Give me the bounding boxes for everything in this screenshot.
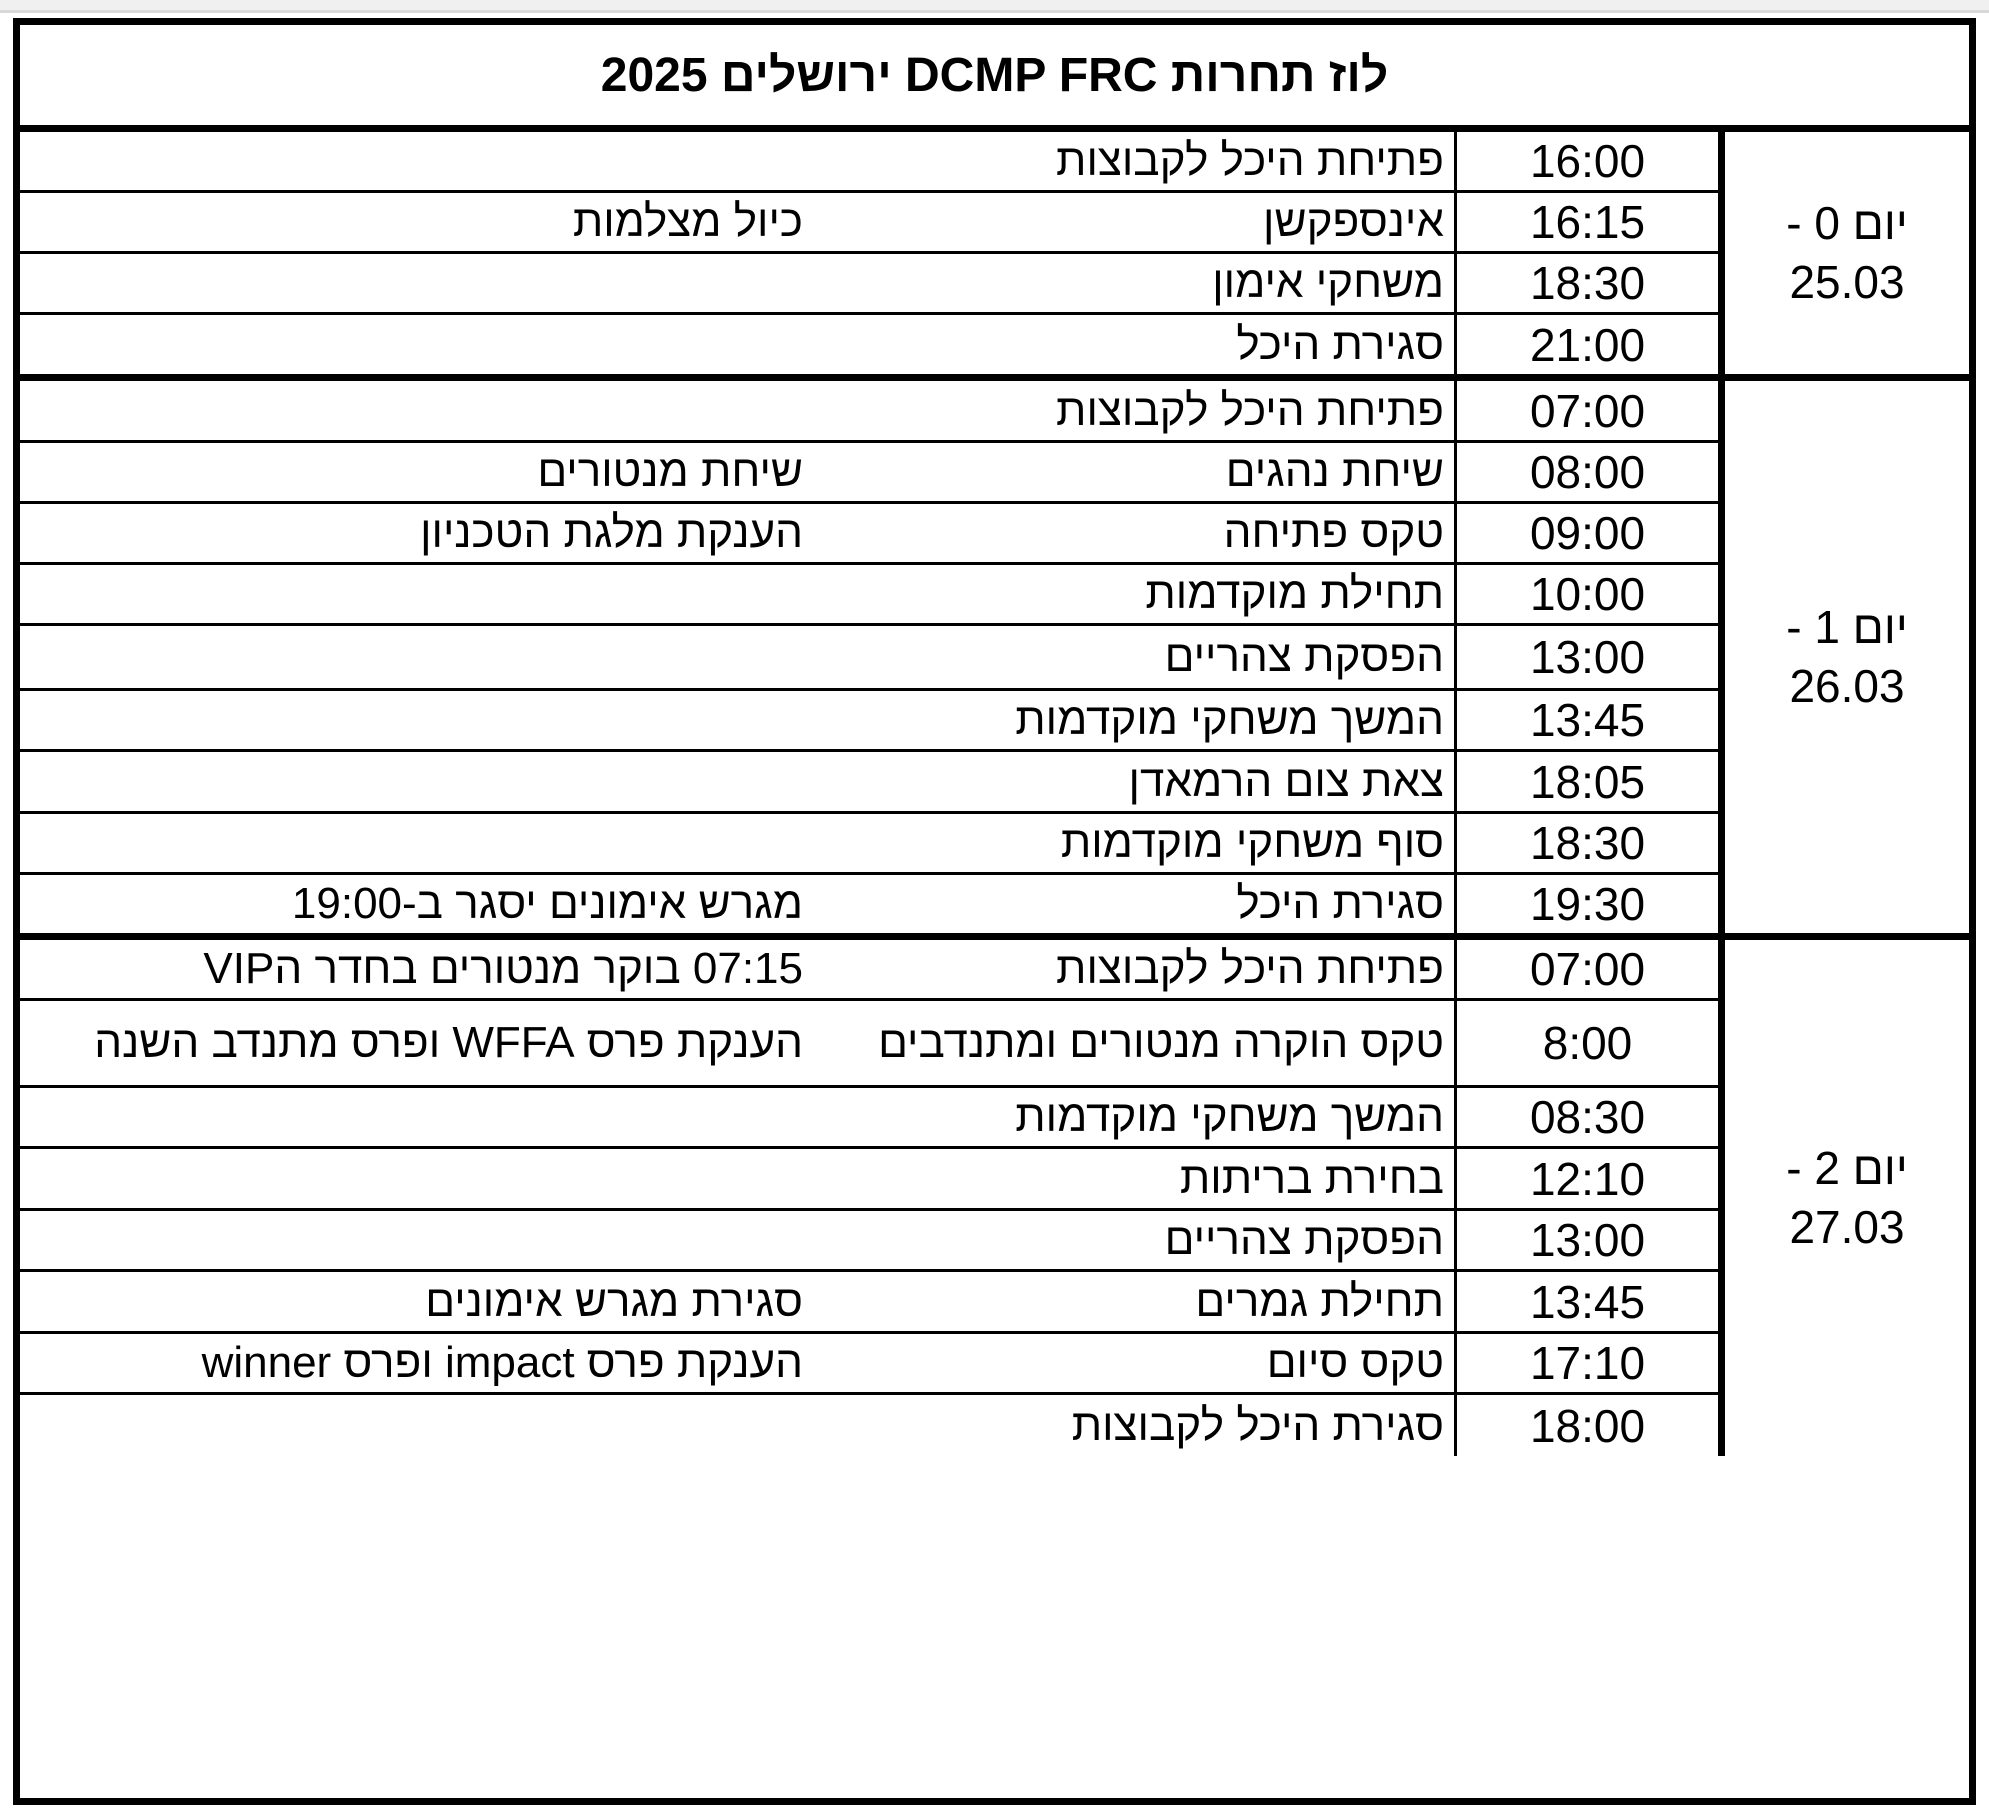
- schedule-row: [20, 875, 1718, 933]
- event-cell: [803, 1395, 1454, 1456]
- note-cell: [20, 1334, 803, 1392]
- day-label: [1718, 381, 1969, 933]
- schedule-row: [20, 1272, 1718, 1334]
- event-text: טקס הוקרה מנטורים ומתנדבים: [878, 1018, 1444, 1067]
- schedule-row: [20, 315, 1718, 374]
- day-block: [20, 381, 1969, 940]
- schedule-row: [20, 132, 1718, 193]
- day-block: [20, 940, 1969, 1456]
- schedule-title: לוז תחרות DCMP FRC ירושלים 2025: [600, 48, 1389, 102]
- event-cell: [803, 1211, 1454, 1269]
- day-date: 26.03: [1789, 660, 1905, 712]
- day-name: יום 1 -: [1786, 601, 1908, 654]
- day-rows: [20, 132, 1718, 374]
- schedule-row: [20, 1001, 1718, 1088]
- day-name: יום 0 -: [1786, 197, 1908, 250]
- day-block: [20, 132, 1969, 381]
- event-text: אינספקשן: [1263, 197, 1444, 246]
- time-cell: 19:30: [1454, 875, 1718, 933]
- top-edge: [0, 0, 1989, 13]
- schedule-row: [20, 193, 1718, 254]
- schedule-row: [20, 1395, 1718, 1456]
- day-label-text: [1786, 1139, 1908, 1257]
- day-label-text: [1786, 194, 1908, 312]
- event-text: טקס סיום: [1266, 1338, 1444, 1387]
- note-cell: [20, 1149, 803, 1208]
- event-cell: [803, 626, 1454, 688]
- event-text: משחקי אימון: [1212, 258, 1444, 307]
- day-label-text: [1786, 598, 1908, 716]
- event-cell: [803, 193, 1454, 251]
- schedule-table: [13, 18, 1976, 1805]
- event-cell: [803, 1272, 1454, 1331]
- note-cell: [20, 752, 803, 811]
- note-cell: [20, 626, 803, 688]
- event-cell: [803, 1001, 1454, 1085]
- time-cell: 21:00: [1454, 315, 1718, 374]
- time-cell: 08:30: [1454, 1088, 1718, 1146]
- time-cell: 17:10: [1454, 1334, 1718, 1392]
- event-cell: [803, 132, 1454, 190]
- day-label: [1718, 132, 1969, 374]
- note-text: הענקת פרס WFFA ופרס מתנדב השנה: [94, 1018, 803, 1067]
- event-text: בחירת בריתות: [1179, 1153, 1444, 1203]
- event-text: הפסקת צהריים: [1164, 1215, 1444, 1264]
- time-cell: 10:00: [1454, 565, 1718, 623]
- note-text: כיול מצלמות: [572, 197, 803, 246]
- schedule-row: [20, 504, 1718, 565]
- note-cell: [20, 875, 803, 933]
- event-text: סגירת היכל: [1236, 319, 1444, 369]
- event-text: סגירת היכל: [1236, 879, 1444, 928]
- event-text: פתיחת היכל לקבוצות: [1056, 385, 1444, 435]
- time-cell: 13:00: [1454, 626, 1718, 688]
- event-text: פתיחת היכל לקבוצות: [1056, 136, 1444, 185]
- note-cell: [20, 1001, 803, 1085]
- schedule-row: [20, 254, 1718, 315]
- note-text: הענקת מלגת הטכניון: [420, 508, 803, 557]
- event-text: טקס פתיחה: [1223, 508, 1444, 557]
- day-name: יום 2 -: [1786, 1142, 1908, 1195]
- event-text: סגירת היכל לקבוצות: [1071, 1400, 1444, 1450]
- time-cell: 18:30: [1454, 254, 1718, 312]
- note-text: 07:15 בוקר מנטורים בחדר הVIP: [203, 944, 803, 993]
- event-text: שיחת נהגים: [1225, 447, 1444, 496]
- event-text: הפסקת צהריים: [1164, 632, 1444, 681]
- time-cell: 13:45: [1454, 1272, 1718, 1331]
- event-cell: [803, 254, 1454, 312]
- time-cell: 18:00: [1454, 1395, 1718, 1456]
- day-rows: [20, 940, 1718, 1456]
- event-text: תחילת גמרים: [1195, 1276, 1444, 1326]
- note-text: מגרש אימונים יסגר ב-19:00: [291, 879, 803, 928]
- note-cell: [20, 132, 803, 190]
- note-cell: [20, 504, 803, 562]
- event-cell: [803, 814, 1454, 872]
- schedule-row: [20, 940, 1718, 1001]
- schedule-row: [20, 381, 1718, 443]
- time-cell: 07:00: [1454, 940, 1718, 998]
- time-cell: 12:10: [1454, 1149, 1718, 1208]
- event-cell: [803, 1334, 1454, 1392]
- time-cell: 18:05: [1454, 752, 1718, 811]
- note-cell: [20, 443, 803, 501]
- event-text: המשך משחקי מוקדמות: [1015, 1092, 1444, 1141]
- note-text: שיחת מנטורים: [537, 447, 803, 496]
- schedule-row: [20, 691, 1718, 752]
- time-cell: 08:00: [1454, 443, 1718, 501]
- note-cell: [20, 691, 803, 749]
- time-cell: 16:15: [1454, 193, 1718, 251]
- day-date: 25.03: [1789, 256, 1905, 308]
- schedule-row: [20, 1088, 1718, 1149]
- event-cell: [803, 1149, 1454, 1208]
- note-cell: [20, 1211, 803, 1269]
- event-cell: [803, 381, 1454, 440]
- note-cell: [20, 814, 803, 872]
- day-label: [1718, 940, 1969, 1456]
- time-cell: 13:00: [1454, 1211, 1718, 1269]
- schedule-row: [20, 565, 1718, 626]
- note-text: סגירת מגרש אימונים: [425, 1276, 803, 1326]
- event-text: פתיחת היכל לקבוצות: [1056, 944, 1444, 993]
- schedule-row: [20, 814, 1718, 875]
- note-cell: [20, 1395, 803, 1456]
- event-cell: [803, 443, 1454, 501]
- note-cell: [20, 940, 803, 998]
- event-text: תחילת מוקדמות: [1145, 569, 1444, 618]
- day-date: 27.03: [1789, 1201, 1905, 1253]
- time-cell: 8:00: [1454, 1001, 1718, 1085]
- note-text: הענקת פרס impact ופרס winner: [201, 1338, 803, 1387]
- event-text: צאת צום הרמאדן: [1128, 756, 1444, 806]
- day-rows: [20, 381, 1718, 933]
- event-cell: [803, 315, 1454, 374]
- note-cell: [20, 381, 803, 440]
- note-cell: [20, 1088, 803, 1146]
- event-text: סוף משחקי מוקדמות: [1060, 818, 1444, 867]
- note-cell: [20, 193, 803, 251]
- note-cell: [20, 315, 803, 374]
- schedule-row: [20, 1211, 1718, 1272]
- note-cell: [20, 565, 803, 623]
- event-text: המשך משחקי מוקדמות: [1015, 695, 1444, 744]
- time-cell: 16:00: [1454, 132, 1718, 190]
- schedule-row: [20, 443, 1718, 504]
- event-cell: [803, 875, 1454, 933]
- schedule-row: [20, 626, 1718, 691]
- time-cell: 18:30: [1454, 814, 1718, 872]
- schedule-row: [20, 1334, 1718, 1395]
- event-cell: [803, 1088, 1454, 1146]
- time-cell: 07:00: [1454, 381, 1718, 440]
- days-container: [20, 132, 1969, 1456]
- note-cell: [20, 254, 803, 312]
- time-cell: 13:45: [1454, 691, 1718, 749]
- event-cell: [803, 940, 1454, 998]
- event-cell: [803, 504, 1454, 562]
- title-row: [20, 25, 1969, 132]
- time-cell: 09:00: [1454, 504, 1718, 562]
- event-cell: [803, 691, 1454, 749]
- event-cell: [803, 565, 1454, 623]
- note-cell: [20, 1272, 803, 1331]
- schedule-row: [20, 752, 1718, 814]
- event-cell: [803, 752, 1454, 811]
- schedule-row: [20, 1149, 1718, 1211]
